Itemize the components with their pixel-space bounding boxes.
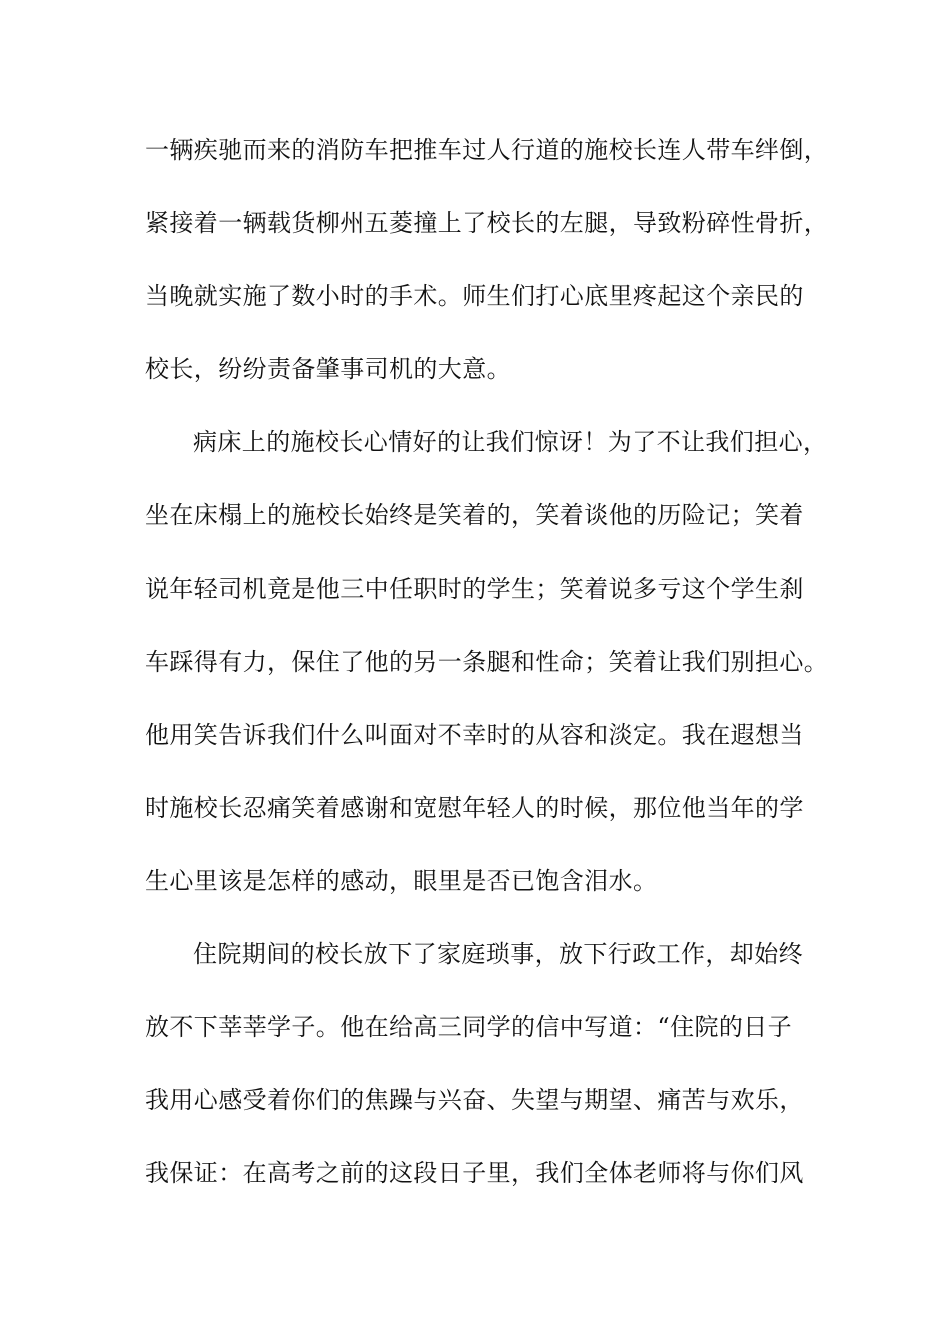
text-line-6: 坐在床榻上的施校长始终是笑着的，笑着谈他的历险记；笑着 (145, 501, 804, 530)
text-line-5-paragraph-start: 病床上的施校长心情好的让我们惊讶！为了不让我们担心， (193, 428, 828, 457)
body-text (145, 128, 829, 1224)
text-line-10: 时施校长忍痛笑着感谢和宽慰年轻人的时候，那位他当年的学 (145, 793, 804, 822)
text-line-4: 校长，纷纷责备肇事司机的大意。 (145, 355, 511, 384)
text-line-12-paragraph-start: 住院期间的校长放下了家庭琐事，放下行政工作，却始终 (193, 940, 803, 969)
text-line-15: 我保证：在高考之前的这段日子里，我们全体老师将与你们风 (145, 1159, 804, 1188)
text-line-1: 一辆疾驰而来的消防车把推车过人行道的施校长连人带车绊倒， (145, 136, 829, 164)
text-line-3: 当晚就实施了数小时的手术。师生们打心底里疼起这个亲民的 (145, 282, 804, 311)
text-line-14: 我用心感受着你们的焦躁与兴奋、失望与期望、痛苦与欢乐， (145, 1086, 804, 1115)
text-line-9: 他用笑告诉我们什么叫面对不幸时的从容和淡定。我在遐想当 (145, 720, 804, 749)
text-line-13: 放不下莘莘学子。他在给高三同学的信中写道：“住院的日子 (145, 1013, 793, 1042)
text-line-8: 车踩得有力，保住了他的另一条腿和性命；笑着让我们别担心。 (145, 647, 829, 676)
text-line-11: 生心里该是怎样的感动，眼里是否已饱含泪水。 (145, 866, 658, 895)
text-line-7: 说年轻司机竟是他三中任职时的学生；笑着说多亏这个学生刹 (145, 574, 804, 603)
text-line-2: 紧接着一辆载货柳州五菱撞上了校长的左腿，导致粉碎性骨折， (145, 209, 829, 238)
